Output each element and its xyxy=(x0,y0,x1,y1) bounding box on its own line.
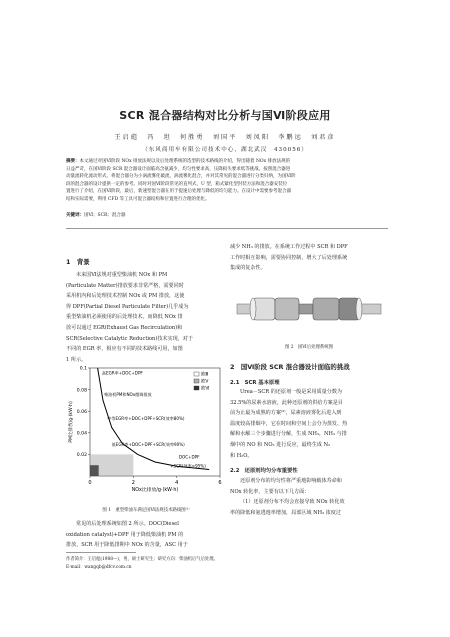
body-line: 未来国Ⅵ法规对重型柴油机 NOx 和 PM xyxy=(76,272,168,278)
section-1-body xyxy=(66,270,224,365)
legend-label: 欧Ⅵ xyxy=(201,386,210,392)
figure-2-caption: 图 2 国Ⅵ后处理系统图 xyxy=(284,345,334,350)
section-2-1-body xyxy=(230,387,388,461)
y-tick-label: 0.04 xyxy=(76,431,87,437)
x-tick-label: 0 xyxy=(88,480,92,486)
x-tick-label: 4 xyxy=(175,480,179,486)
body-line: Urea－SCR 的还原剂一般是采用质量分数为 xyxy=(240,389,343,395)
flange xyxy=(250,298,256,320)
y-tick-label: 0.08 xyxy=(76,388,87,394)
right-paragraph xyxy=(230,242,388,274)
body-line: 重型柴油机必须使用的后处理技术，而降低 NOx 排 xyxy=(66,314,183,321)
body-line: 还原剂分布的均匀性将严重地影响载体寿命和 xyxy=(240,478,342,484)
body-line: 1 所示。 xyxy=(66,356,87,363)
chart-annotation: 高EGR率+DOC+DPF xyxy=(101,370,143,376)
body-line: 不同的 EGR 率，相应有不同的技术路线可用，如图 xyxy=(66,346,183,353)
body-line: (Particulate Matter)排放要求非常严格，需要同时 xyxy=(66,282,184,289)
keywords-text: 国Ⅵ；SCR；混合器 xyxy=(84,213,126,218)
chart-annotation: DOC+DPF xyxy=(178,454,200,460)
doc-unit xyxy=(253,298,275,320)
legend-swatch xyxy=(194,379,199,383)
chart-annotation: 中等EGR率+DOC+DPF+SCR(效率80%) xyxy=(107,415,185,421)
footnote-line: 作者简介：王启彪(1988—)，男，硕士研究生；研究方向：柴油机后气后处理。 xyxy=(66,557,218,562)
legend-label: 欧Ⅲ xyxy=(201,372,209,378)
y-tick-label: 0.1 xyxy=(79,366,87,372)
body-line: 率的降低和氨逃逸率增加，局部区域 NH₃ 浓度过 xyxy=(230,509,341,516)
section-2-1-heading: 2.1 SCR 基本原理 xyxy=(230,380,280,386)
paper-affiliation: （东风商用车有限公司技术中心，湖北武汉 430056） xyxy=(142,147,308,153)
section-2-heading: 2 国Ⅵ阶段 SCR 混合器设计面临的挑战 xyxy=(230,363,350,371)
abstract-line: 置进行了介绍，在国Ⅵ阶段，最后，新速型混合器在用于提速后处理与降低的均匀能力。在设计中需要参考混合器 xyxy=(66,189,292,195)
body-line: SCR(Selective Catalytic Reduction)技术实现，对于 xyxy=(66,335,193,342)
body-line: 32.5%的尿素水溶液，此种还原剂的供给方案是目 xyxy=(230,399,343,406)
body-line: 减少 NH₃ 的排放。在系统工作过程中 SCR 和 DPF xyxy=(230,244,348,250)
chart-annotation: 低EGR率+DOC+DPF+SCR(效率90%) xyxy=(111,441,185,447)
footnote-rule xyxy=(66,552,136,553)
y-tick-label: 0.06 xyxy=(76,409,87,415)
abstract-line: 日益严苛，在国Ⅵ阶段 SCR 混合器设计面临高含氨减少，均匀性要求高，压降损失要求低等挑战。按照混合器进 xyxy=(66,166,291,172)
figure-1-chart xyxy=(66,362,226,500)
abstract-line: 段的混合器的设计提供一定的参考。同时对国Ⅵ阶段常见的直列式，U 型，箱式紧化型封装方法和混合器安装位 xyxy=(66,181,288,187)
keywords xyxy=(66,212,388,219)
x-axis-label: NOx比排放/g·(kW·h) xyxy=(131,488,179,493)
euro-vi-region xyxy=(90,465,99,476)
x-tick-label: 2 xyxy=(131,480,135,486)
body-line: 常见的后处理系统如图 2 所示。DOC(Diesel xyxy=(76,521,179,527)
footnote-line: E-mail：wangqb@dfcv.com.cn xyxy=(66,565,132,570)
abstract-line: 本文通过对国Ⅵ阶段 NOx 排放法规以及后处理系统的选型的技术路线的介绍，得出随着 NOx 排放法规的 xyxy=(79,159,291,164)
paper-authors: 王启彪 冯 坦 何胜勇 刘国平 刘凤阳 李鹏远 刘君彦 xyxy=(114,134,336,141)
body-line: 解和水解三个步骤进行分解，生成 NH₃，NH₃ 与排 xyxy=(230,431,347,438)
x-tick-label: 6 xyxy=(218,480,222,486)
chart-annotation: 柴油机PM和NOx微调排放 xyxy=(104,392,152,398)
abstract-label: 摘要： xyxy=(66,159,80,164)
legend-label: 欧Ⅴ xyxy=(201,379,209,385)
body-line: 采用机内和后处理技术控制 NOx 或 PM 排放，这使 xyxy=(66,293,185,300)
y-axis-label: PM比排放/g·(kW·h) xyxy=(69,401,74,443)
body-line: 排放，SCR 用于降低排期中 NOx 的含量，ASC 用于 xyxy=(66,542,188,549)
keywords-label: 关键词： xyxy=(66,213,84,218)
divider xyxy=(66,228,388,229)
flange xyxy=(356,298,362,320)
mixer-unit xyxy=(299,304,313,314)
body-line: （1）还原剂分布不均会直接导致 NOx 转化效 xyxy=(240,499,345,506)
body-line: 工作时相互影响，需要协同控制，增大了后处理系统 xyxy=(230,254,348,261)
legend-swatch xyxy=(194,372,199,376)
figure-1-caption: 图 1 重型柴油车满足国Ⅵ法规技术路线图⁽¹⁾ xyxy=(102,508,190,513)
section-2-2-heading: 2.2 还原剂均匀分布重要性 xyxy=(230,468,298,474)
body-line: 放可以通过 EGR(Exhaust Gas Recirculation)和 xyxy=(66,324,183,331)
paper-title: SCR 混合器结构对比分析与国Ⅵ阶段应用 xyxy=(119,109,331,122)
pipe-outlet xyxy=(359,304,381,314)
legend-swatch xyxy=(194,386,199,390)
section-2-2-body xyxy=(230,476,388,518)
scr-unit xyxy=(313,298,339,320)
body-line: 烟中的 NO 和 NO₂ 进行反应，最终生成 N₂ xyxy=(230,441,331,448)
chart-annotation: +SCR(效率>95%) xyxy=(170,463,206,469)
abstract xyxy=(66,158,388,204)
body-line: 前为止最为成熟的方案⁽²⁾，尿素溶液雾化后进入到 xyxy=(230,410,342,417)
figure-2-diagram xyxy=(233,284,385,340)
body-line: oxidation catalyst)+DPF 用于降低柴油机 PM 的 xyxy=(66,531,184,538)
section-1-heading: 1 背景 xyxy=(66,258,90,266)
abstract-line: 动量流转化流动形式，将混合器分为小涡流雾化破流，涡流雾化混合，并对其常见的混合器进行分类归纳，为国Ⅵ阶 xyxy=(66,174,296,180)
paragraph-2 xyxy=(66,519,224,551)
abstract-line: 结和实际需要，利用 CFD 等工具可混合器结构和位置进行合理的优化。 xyxy=(66,196,210,202)
body-line: 集成的复杂性。 xyxy=(230,265,266,272)
y-tick-label: 0.02 xyxy=(76,453,87,459)
body-line: 和 H₂O。 xyxy=(230,452,253,459)
body-line: 温度较高排烟中，它在时间和空间上会分为蒸发、热 xyxy=(230,420,348,427)
body-line: NOx 转化率，主要有以下几方面： xyxy=(230,488,310,495)
body-line: 得 DPF(Partial Diesel Particulate Filter)几乎成为 xyxy=(66,303,189,310)
footnote xyxy=(66,556,388,572)
dpf-unit xyxy=(275,298,299,320)
